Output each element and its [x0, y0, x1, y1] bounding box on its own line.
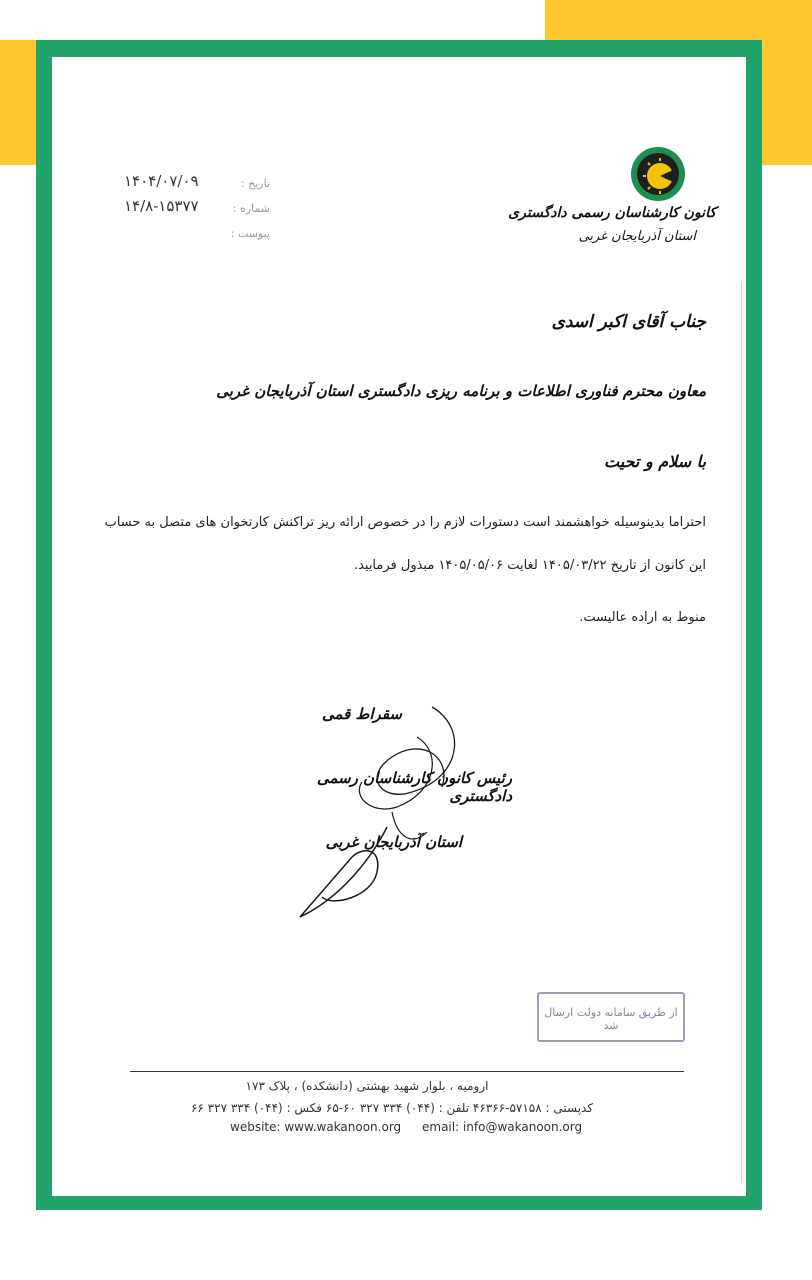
signer-province: استان آذربایجان غربی — [325, 833, 462, 851]
greeting: با سلام و تحیت — [604, 452, 706, 471]
body-line-1: احتراما بدینوسیله خواهشمند است دستورات لازم را در خصوص ارائه ریز تراکنش کارتخوان های متصل به حساب — [104, 515, 706, 530]
org-name-line1: کانون کارشناسان رسمی دادگستری — [508, 205, 716, 221]
number-label: شماره : — [232, 202, 270, 215]
footer-divider — [130, 1071, 684, 1072]
attachment-label: پیوست : — [230, 227, 270, 240]
kanoon-logo-icon — [629, 145, 687, 203]
body-line-2: این کانون از تاریخ ۱۴۰۵/۰۳/۲۲ لغایت ۱۴۰۵/۰۵/۰۶ مبذول فرمایید. — [353, 558, 706, 573]
footer-contact: کدپستی : ۵۷۱۵۸-۴۶۳۶۶ تلفن : (۰۴۴) ۳۳۴ ۳۲۷ ۶۰-۶۵ فکس : (۰۴۴) ۳۳۴ ۳۲۷ ۶۶ — [190, 1101, 594, 1115]
stamp-text: از طریق سامانه دولت ارسال شد — [544, 1006, 678, 1032]
footer-website: website: www.wakanoon.org — [230, 1120, 402, 1134]
top-white-area — [0, 0, 545, 40]
date-value: ۱۴۰۴/۰۷/۰۹ — [124, 172, 199, 190]
closing-line: منوط به اراده عالیست. — [579, 610, 706, 625]
number-value: ۱۴/۸-۱۵۳۷۷ — [124, 197, 199, 215]
footer-email: email: info@wakanoon.org — [422, 1120, 583, 1134]
footer-address: ارومیه ، بلوار شهید بهشتی (دانشکده) ، پلاک ۱۷۳ — [245, 1079, 489, 1093]
signer-title: رئیس کانون کارشناسان رسمی دادگستری — [316, 769, 512, 805]
date-label: تاریخ : — [240, 177, 270, 190]
handwritten-signature — [292, 697, 492, 927]
sent-stamp — [537, 992, 685, 1042]
signer-name: سقراط قمی — [321, 705, 402, 723]
letter-paper — [52, 57, 746, 1196]
addressee-position: معاون محترم فناوری اطلاعات و برنامه ریزی دادگستری استان آذربایجان غربی — [216, 382, 706, 400]
org-name-line2: استان آذربایجان غربی — [578, 229, 696, 244]
addressee: جناب آقای اکبر اسدی — [551, 312, 706, 332]
paper-fold-line — [741, 282, 742, 1182]
